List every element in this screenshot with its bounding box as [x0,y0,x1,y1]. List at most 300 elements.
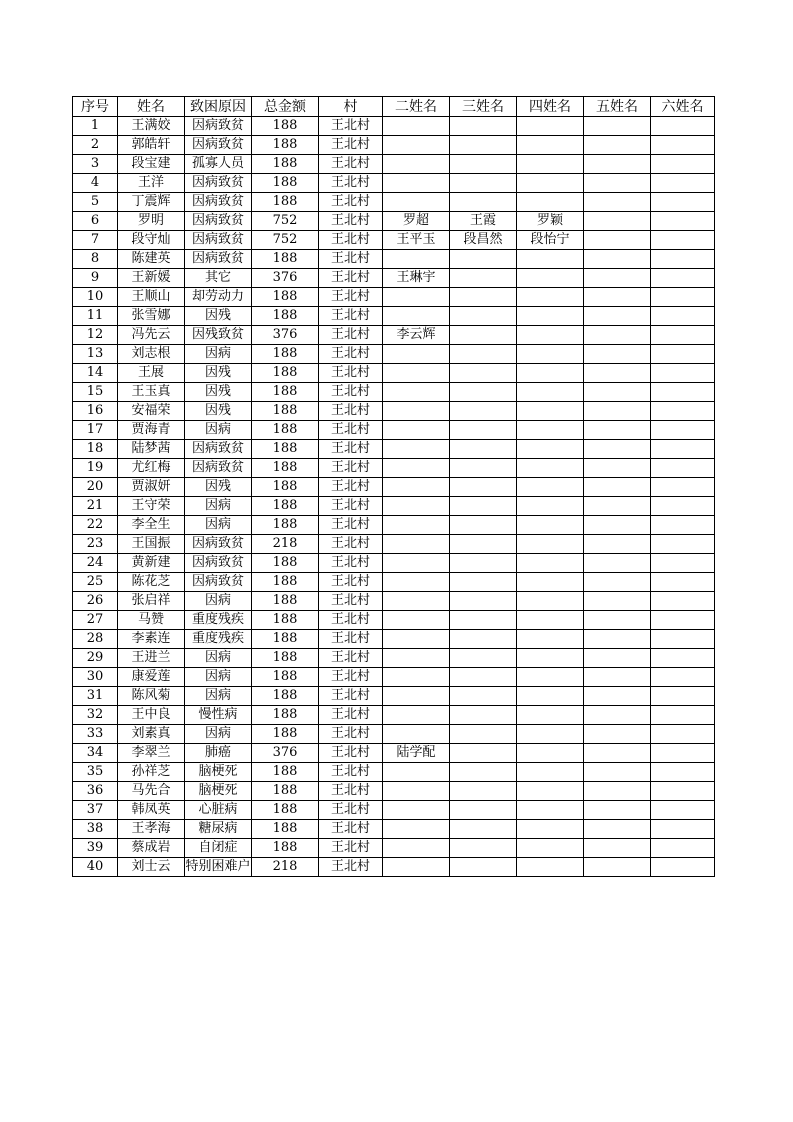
cell-name5 [584,231,651,250]
cell-name5 [584,630,651,649]
cell-amount: 188 [252,421,319,440]
cell-name2 [383,117,450,136]
cell-name3 [450,345,517,364]
cell-name4 [517,820,584,839]
cell-name3 [450,174,517,193]
cell-amount: 188 [252,573,319,592]
cell-amount: 188 [252,459,319,478]
table-row [73,592,715,611]
cell-name3 [450,117,517,136]
cell-name2 [383,383,450,402]
cell-reason: 因病致贫 [185,535,252,554]
cell-name5 [584,459,651,478]
cell-serial: 39 [73,839,118,858]
cell-name: 王进兰 [118,649,185,668]
cell-name5 [584,725,651,744]
cell-serial: 14 [73,364,118,383]
cell-name2 [383,307,450,326]
cell-name4 [517,193,584,212]
cell-name3 [450,782,517,801]
cell-name3 [450,630,517,649]
table-row [73,136,715,155]
table-body [73,117,715,877]
cell-name5 [584,706,651,725]
cell-name6 [651,345,715,364]
cell-village: 王北村 [319,801,383,820]
cell-name: 刘士云 [118,858,185,877]
cell-name4 [517,630,584,649]
cell-reason: 特别困难户 [185,858,252,877]
cell-name6 [651,535,715,554]
cell-name6 [651,307,715,326]
cell-name6 [651,421,715,440]
cell-village: 王北村 [319,744,383,763]
cell-name4 [517,459,584,478]
cell-serial: 1 [73,117,118,136]
cell-name2 [383,706,450,725]
cell-name5 [584,649,651,668]
cell-serial: 25 [73,573,118,592]
cell-name: 王满姣 [118,117,185,136]
table-row [73,193,715,212]
cell-name4 [517,516,584,535]
cell-name2 [383,858,450,877]
cell-village: 王北村 [319,649,383,668]
cell-name2 [383,364,450,383]
cell-village: 王北村 [319,858,383,877]
cell-name2: 王琳宇 [383,269,450,288]
cell-reason: 脑梗死 [185,763,252,782]
cell-name5 [584,858,651,877]
cell-serial: 38 [73,820,118,839]
header-row [73,97,715,117]
cell-name4 [517,611,584,630]
cell-amount: 188 [252,250,319,269]
cell-name: 马先合 [118,782,185,801]
cell-name3 [450,402,517,421]
cell-name2: 罗超 [383,212,450,231]
cell-name6 [651,573,715,592]
cell-amount: 188 [252,345,319,364]
cell-name4 [517,402,584,421]
cell-name4 [517,478,584,497]
cell-name3 [450,611,517,630]
cell-name4 [517,440,584,459]
cell-name6 [651,649,715,668]
cell-name: 王孝海 [118,820,185,839]
cell-name2: 陆学配 [383,744,450,763]
cell-name3 [450,554,517,573]
cell-village: 王北村 [319,459,383,478]
cell-village: 王北村 [319,155,383,174]
cell-amount: 188 [252,668,319,687]
cell-reason: 因病 [185,725,252,744]
cell-name5 [584,820,651,839]
cell-serial: 22 [73,516,118,535]
cell-name2 [383,592,450,611]
cell-amount: 188 [252,801,319,820]
cell-name4 [517,858,584,877]
table-row [73,763,715,782]
cell-name5 [584,611,651,630]
header-name3: 三姓名 [450,97,517,117]
cell-name5 [584,402,651,421]
cell-reason: 因病致贫 [185,440,252,459]
table-row [73,440,715,459]
cell-village: 王北村 [319,630,383,649]
cell-name2 [383,478,450,497]
cell-name4 [517,801,584,820]
table-row [73,174,715,193]
cell-name2 [383,801,450,820]
cell-name6 [651,630,715,649]
cell-name4: 罗颖 [517,212,584,231]
cell-village: 王北村 [319,193,383,212]
cell-reason: 肺癌 [185,744,252,763]
cell-village: 王北村 [319,288,383,307]
cell-village: 王北村 [319,782,383,801]
header-name5: 五姓名 [584,97,651,117]
cell-name6 [651,174,715,193]
cell-reason: 因残 [185,364,252,383]
cell-name2 [383,155,450,174]
cell-name5 [584,117,651,136]
cell-name5 [584,364,651,383]
table-row [73,459,715,478]
cell-amount: 752 [252,231,319,250]
cell-name6 [651,383,715,402]
cell-serial: 33 [73,725,118,744]
cell-name6 [651,706,715,725]
table-row [73,231,715,250]
cell-amount: 188 [252,117,319,136]
cell-name2: 李云辉 [383,326,450,345]
cell-name2 [383,440,450,459]
cell-name6 [651,687,715,706]
cell-serial: 12 [73,326,118,345]
cell-name4 [517,250,584,269]
cell-amount: 752 [252,212,319,231]
header-name2: 二姓名 [383,97,450,117]
table-row [73,326,715,345]
cell-name: 陈建英 [118,250,185,269]
cell-name6 [651,801,715,820]
cell-village: 王北村 [319,516,383,535]
cell-name3 [450,649,517,668]
table-row [73,687,715,706]
cell-name5 [584,136,651,155]
cell-amount: 188 [252,630,319,649]
cell-reason: 其它 [185,269,252,288]
cell-name2 [383,820,450,839]
cell-name5 [584,478,651,497]
cell-name2 [383,611,450,630]
cell-village: 王北村 [319,535,383,554]
cell-name4: 段怡宁 [517,231,584,250]
cell-name2 [383,554,450,573]
cell-name5 [584,535,651,554]
cell-name: 陆梦茜 [118,440,185,459]
cell-name4 [517,136,584,155]
cell-serial: 40 [73,858,118,877]
cell-amount: 188 [252,288,319,307]
cell-name: 张雪娜 [118,307,185,326]
table-row [73,801,715,820]
table-row [73,858,715,877]
cell-name3 [450,535,517,554]
cell-name3: 王霞 [450,212,517,231]
cell-serial: 8 [73,250,118,269]
cell-name: 王顺山 [118,288,185,307]
cell-amount: 188 [252,725,319,744]
cell-reason: 慢性病 [185,706,252,725]
cell-amount: 188 [252,649,319,668]
cell-name6 [651,231,715,250]
cell-name: 尤红梅 [118,459,185,478]
cell-reason: 因病致贫 [185,573,252,592]
table-row [73,269,715,288]
cell-name3 [450,573,517,592]
cell-name3 [450,706,517,725]
cell-name4 [517,668,584,687]
cell-amount: 188 [252,364,319,383]
cell-village: 王北村 [319,573,383,592]
cell-name4 [517,535,584,554]
cell-name: 李翠兰 [118,744,185,763]
cell-reason: 因病 [185,592,252,611]
cell-village: 王北村 [319,383,383,402]
header-village: 村 [319,97,383,117]
table-row [73,706,715,725]
cell-name3 [450,801,517,820]
cell-village: 王北村 [319,706,383,725]
cell-reason: 重度残疾 [185,630,252,649]
cell-name3 [450,364,517,383]
cell-serial: 16 [73,402,118,421]
cell-amount: 188 [252,193,319,212]
cell-name4 [517,155,584,174]
cell-serial: 6 [73,212,118,231]
header-name: 姓名 [118,97,185,117]
cell-name5 [584,193,651,212]
cell-amount: 188 [252,497,319,516]
cell-reason: 因病 [185,687,252,706]
cell-name3 [450,839,517,858]
table-row [73,725,715,744]
cell-amount: 188 [252,820,319,839]
cell-amount: 188 [252,136,319,155]
cell-name5 [584,516,651,535]
cell-reason: 因病 [185,516,252,535]
cell-village: 王北村 [319,307,383,326]
cell-name5 [584,744,651,763]
cell-reason: 因病致贫 [185,459,252,478]
cell-name6 [651,402,715,421]
cell-name: 陈风菊 [118,687,185,706]
cell-name: 张启祥 [118,592,185,611]
cell-village: 王北村 [319,725,383,744]
cell-reason: 糖尿病 [185,820,252,839]
cell-serial: 24 [73,554,118,573]
table-row [73,155,715,174]
cell-name4 [517,649,584,668]
cell-name5 [584,307,651,326]
cell-name4 [517,573,584,592]
cell-name: 孙祥芝 [118,763,185,782]
cell-name4 [517,782,584,801]
cell-amount: 188 [252,478,319,497]
cell-name: 李全生 [118,516,185,535]
cell-amount: 188 [252,763,319,782]
cell-name: 王洋 [118,174,185,193]
cell-serial: 32 [73,706,118,725]
cell-village: 王北村 [319,611,383,630]
cell-name2 [383,649,450,668]
cell-name2 [383,687,450,706]
cell-name2 [383,136,450,155]
cell-name5 [584,269,651,288]
cell-name5 [584,801,651,820]
cell-reason: 因病致贫 [185,174,252,193]
cell-name3 [450,421,517,440]
cell-serial: 27 [73,611,118,630]
cell-reason: 因病致贫 [185,193,252,212]
cell-village: 王北村 [319,269,383,288]
cell-name3 [450,497,517,516]
cell-name4 [517,269,584,288]
cell-amount: 188 [252,592,319,611]
cell-name5 [584,839,651,858]
cell-name6 [651,668,715,687]
cell-name3 [450,820,517,839]
cell-name4 [517,554,584,573]
cell-name3 [450,668,517,687]
cell-amount: 188 [252,839,319,858]
cell-name4 [517,345,584,364]
cell-serial: 18 [73,440,118,459]
cell-name3 [450,858,517,877]
cell-reason: 因病致贫 [185,136,252,155]
cell-reason: 因残致贫 [185,326,252,345]
cell-name4 [517,307,584,326]
cell-name5 [584,212,651,231]
cell-amount: 188 [252,554,319,573]
cell-name6 [651,858,715,877]
cell-name5 [584,383,651,402]
cell-name: 蔡成岩 [118,839,185,858]
cell-name6 [651,136,715,155]
cell-name: 安福荣 [118,402,185,421]
header-total: 总金额 [252,97,319,117]
cell-name6 [651,212,715,231]
cell-name6 [651,364,715,383]
cell-amount: 188 [252,174,319,193]
cell-name4 [517,326,584,345]
cell-reason: 却劳动力 [185,288,252,307]
cell-name6 [651,763,715,782]
cell-name: 韩凤英 [118,801,185,820]
cell-name3 [450,250,517,269]
cell-serial: 34 [73,744,118,763]
cell-serial: 11 [73,307,118,326]
cell-reason: 因病致贫 [185,250,252,269]
table-row [73,668,715,687]
cell-name2 [383,535,450,554]
cell-name3 [450,155,517,174]
cell-village: 王北村 [319,554,383,573]
cell-name6 [651,459,715,478]
table-row [73,839,715,858]
cell-village: 王北村 [319,364,383,383]
cell-reason: 孤寡人员 [185,155,252,174]
table-row [73,288,715,307]
cell-village: 王北村 [319,326,383,345]
cell-name6 [651,288,715,307]
cell-name: 冯先云 [118,326,185,345]
cell-name: 陈花芝 [118,573,185,592]
cell-serial: 3 [73,155,118,174]
cell-serial: 2 [73,136,118,155]
cell-name: 丁震辉 [118,193,185,212]
cell-name6 [651,725,715,744]
cell-name: 刘素真 [118,725,185,744]
cell-name: 段宝建 [118,155,185,174]
cell-reason: 自闭症 [185,839,252,858]
cell-name4 [517,364,584,383]
cell-name: 刘志根 [118,345,185,364]
cell-amount: 188 [252,611,319,630]
cell-name: 段守灿 [118,231,185,250]
table-row [73,744,715,763]
header-serial: 序号 [73,97,118,117]
cell-village: 王北村 [319,212,383,231]
cell-serial: 13 [73,345,118,364]
cell-name3 [450,307,517,326]
cell-name5 [584,326,651,345]
table-row [73,554,715,573]
cell-name6 [651,516,715,535]
cell-name6 [651,440,715,459]
cell-amount: 218 [252,535,319,554]
cell-name2 [383,402,450,421]
cell-reason: 重度残疾 [185,611,252,630]
cell-name6 [651,839,715,858]
table-row [73,782,715,801]
cell-amount: 218 [252,858,319,877]
cell-name: 罗明 [118,212,185,231]
cell-amount: 188 [252,155,319,174]
cell-name5 [584,554,651,573]
cell-name2 [383,668,450,687]
cell-village: 王北村 [319,820,383,839]
cell-amount: 188 [252,516,319,535]
cell-name2 [383,573,450,592]
cell-village: 王北村 [319,345,383,364]
cell-name5 [584,592,651,611]
cell-reason: 因病 [185,668,252,687]
cell-name: 王中良 [118,706,185,725]
table-row [73,820,715,839]
table-row [73,345,715,364]
cell-serial: 21 [73,497,118,516]
cell-name6 [651,497,715,516]
cell-reason: 因残 [185,383,252,402]
cell-name3 [450,440,517,459]
cell-name: 马赞 [118,611,185,630]
table-row [73,117,715,136]
cell-name3 [450,687,517,706]
cell-name5 [584,155,651,174]
